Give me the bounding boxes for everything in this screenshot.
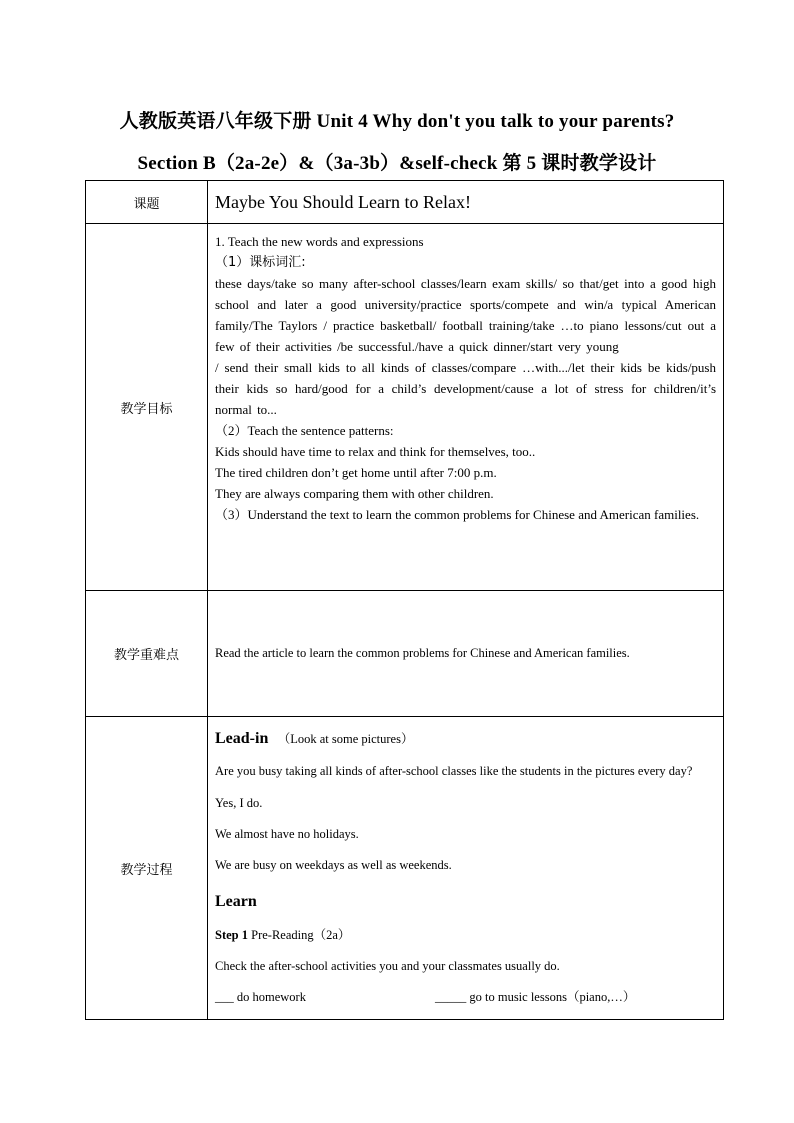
- focus-cell: [208, 591, 724, 717]
- objective-line: / send their small kids to all kinds of classes/compare …with.../let their kids be kids/push their kids so hard/good for a child’s development/cause a lot of stress for children/it’s normal to...: [215, 360, 716, 417]
- objectives-row: [86, 224, 724, 591]
- objective-line: these days/take so many after-school classes/learn exam skills/ so that/get into a good high school and later a good university/practice sports/compete and win/a typical American family/The Taylors / practice basketball/ football training/take …to piano lessons/cut out a few of their activities /be successful./have a quick dinner/start very young: [215, 276, 716, 354]
- topic-cell: [208, 181, 724, 224]
- activity-blank: _____: [435, 990, 467, 1004]
- leadin-question: Are you busy taking all kinds of after-school classes like the students in the pictures every day? Yes, I do.: [215, 764, 693, 810]
- step1-label: Step 1: [215, 928, 248, 942]
- step1-instruction: Check the after-school activities you and your classmates usually do.: [215, 959, 560, 973]
- objectives-cell: [208, 224, 724, 591]
- document-subtitle: Section B（2a-2e）&（3a-3b）&self-check 第 5 课时教学设计: [137, 153, 657, 174]
- process-label: 教学过程: [86, 717, 208, 1020]
- focus-label: 教学重难点: [86, 591, 208, 717]
- objective-line: The tired children don’t get home until after 7:00 p.m.: [215, 465, 497, 480]
- focus-row: [86, 591, 724, 717]
- objective-line: 1. Teach the new words and expressions: [215, 234, 424, 249]
- activity-blank: ___: [215, 990, 234, 1004]
- objective-line: They are always comparing them with other children.: [215, 486, 494, 501]
- activity-checklist-line: [215, 982, 716, 1013]
- process-row: [86, 717, 724, 1020]
- process-cell: [208, 717, 724, 1020]
- objective-line: （1）课标词汇:: [215, 255, 306, 270]
- step1-title: Pre-Reading（2a）: [251, 928, 351, 942]
- document-title: 人教版英语八年级下册 Unit 4 Why don't you talk to your parents?: [119, 111, 675, 132]
- focus-value: Read the article to learn the common problems for Chinese and American families.: [215, 646, 630, 660]
- objective-line: Kids should have time to relax and think for themselves, too..: [215, 444, 536, 459]
- leadin-answer: We almost have no holidays.: [215, 827, 359, 841]
- objective-line: （3）Understand the text to learn the common problems for Chinese and American families.: [215, 507, 700, 522]
- topic-value: Maybe You Should Learn to Relax!: [215, 192, 471, 212]
- lesson-plan-table: [85, 180, 724, 1020]
- topic-row: [86, 181, 724, 224]
- activity-music-lessons: go to music lessons（piano,…）: [469, 990, 636, 1004]
- objective-line: （2）Teach the sentence patterns:: [215, 423, 394, 438]
- learn-heading: Learn: [215, 893, 257, 910]
- topic-label: 课题: [86, 181, 208, 224]
- leadin-answer: We are busy on weekdays as well as weekends.: [215, 858, 452, 872]
- objectives-label: 教学目标: [86, 224, 208, 591]
- activity-homework: do homework: [236, 990, 306, 1004]
- leadin-note: （Look at some pictures）: [277, 732, 414, 746]
- leadin-heading: Lead-in: [215, 730, 269, 747]
